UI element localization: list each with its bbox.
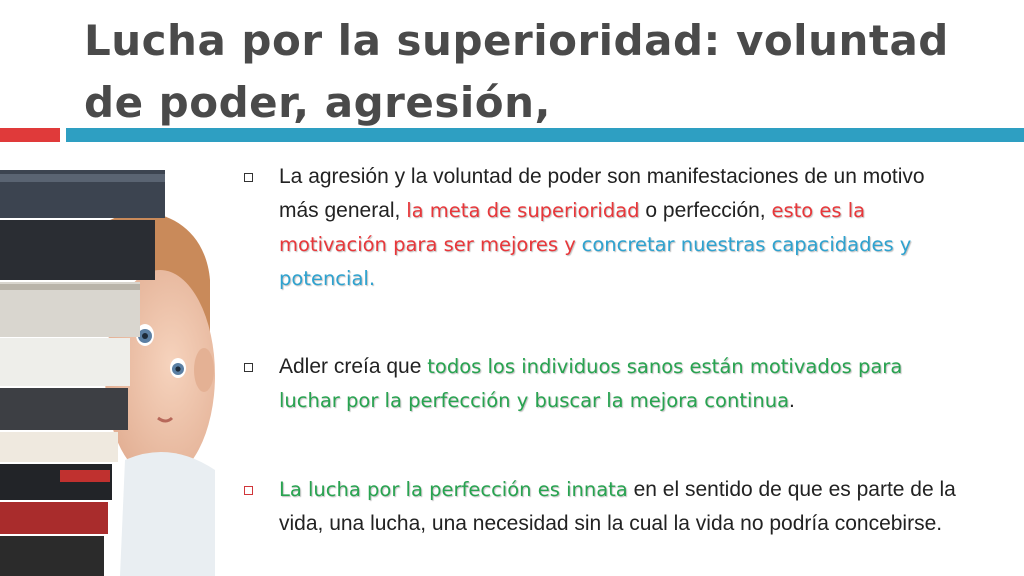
bullet-text: en el sentido de que es parte de la vida, una lucha, una necesidad sin la cual la vida no podría concebirse. [279, 478, 956, 535]
bullet-item-1 [242, 160, 962, 296]
square-bullet-icon [244, 486, 253, 495]
bullet-text: Adler creía que [279, 355, 428, 378]
highlight-text: la meta de superioridad [406, 199, 640, 222]
highlight-text: concretar nuestras capacidades y potencial. [279, 233, 912, 290]
accent-bar-red [0, 128, 60, 142]
highlight-text: La lucha por la perfección es innata [279, 478, 628, 501]
bullet-text: . [789, 389, 795, 412]
square-bullet-icon [244, 173, 253, 182]
bullet-text: La agresión y la voluntad de poder son manifestaciones de un motivo más general, [279, 165, 925, 222]
accent-bar-blue [66, 128, 1024, 142]
child-behind-books-image [0, 160, 215, 576]
highlight-text: esto es la motivación para ser mejores y [279, 199, 866, 256]
square-bullet-icon [244, 363, 253, 372]
highlight-text: todos los individuos sanos están motivados para luchar por la perfección y buscar la mejora continua [279, 355, 903, 412]
bullet-item-3 [242, 473, 962, 541]
bullet-text: o perfección, [639, 199, 772, 222]
slide-title: Lucha por la superioridad: voluntad de poder, agresión, [84, 16, 949, 127]
bullet-item-2 [242, 350, 962, 418]
